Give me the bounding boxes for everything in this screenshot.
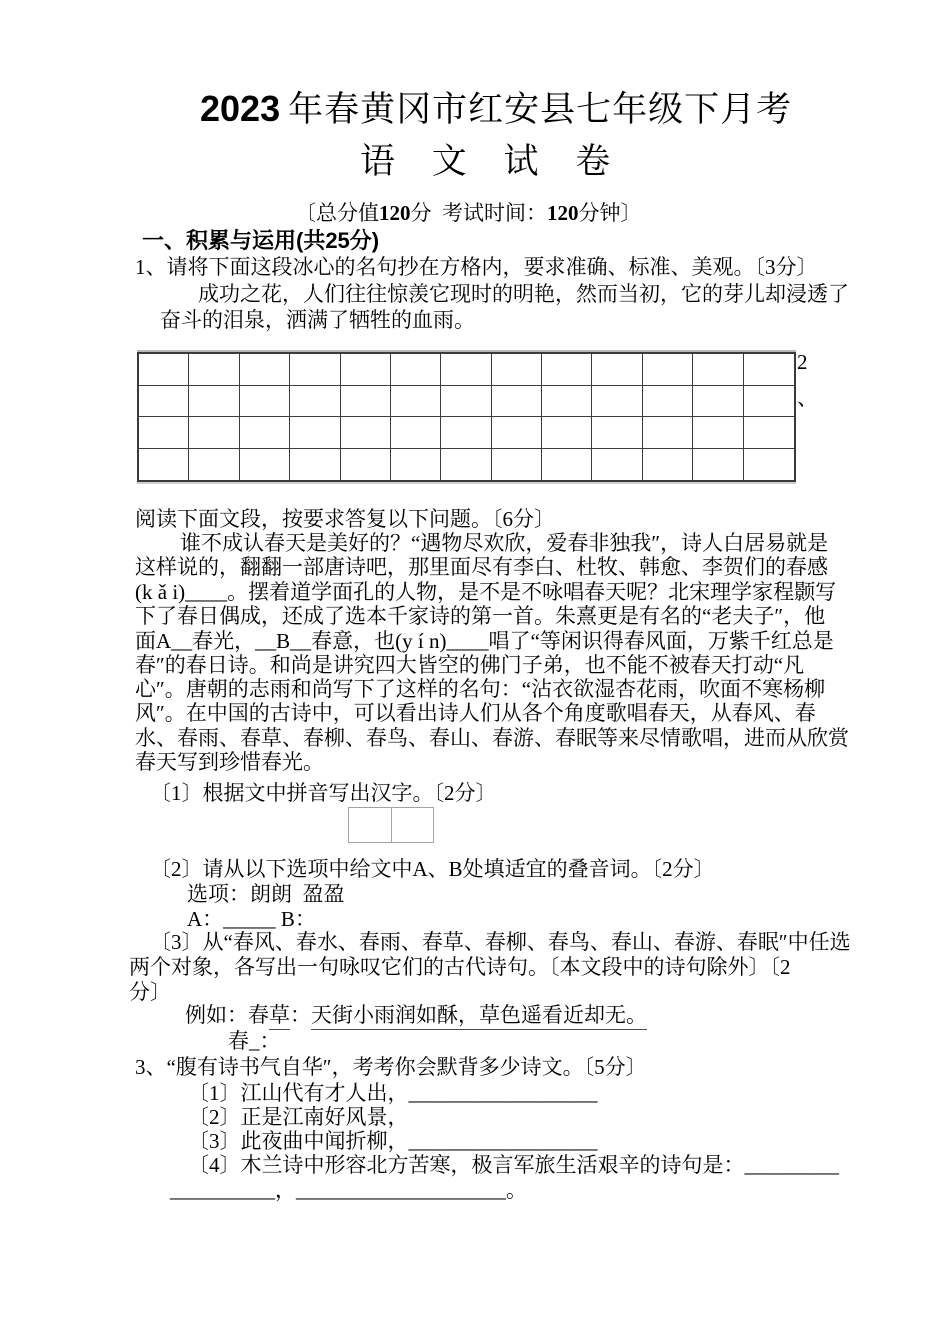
- exam-title-text: 年春黄冈市红安县七年级下月考: [288, 90, 793, 129]
- copy-grid-cell: [693, 417, 743, 449]
- q2-passage-line: 水、春雨、春草、春柳、春鸟、春山、春游、春眠等来尽情歌唱，进而从欣赏: [135, 726, 849, 750]
- q2-sub3-line2: 两个对象，各写出一句咏叹它们的古代诗句。〔本文段中的诗句除外〕〔2: [129, 955, 791, 979]
- copy-grid-cell: [441, 386, 491, 418]
- copy-grid-cell: [592, 354, 642, 386]
- copy-grid-cell: [240, 354, 290, 386]
- copy-grid-cell: [290, 354, 340, 386]
- copy-grid: [137, 352, 796, 482]
- q3-item-4-continuation: __________，____________________。: [170, 1178, 527, 1202]
- q2-number-mark: 、: [797, 386, 818, 410]
- copy-grid-cell: [139, 386, 189, 418]
- copy-grid-cell: [492, 449, 542, 481]
- q1-quote-line1: 成功之花，人们往往惊羡它现时的明艳，然而当初，它的芽儿却浸透了: [198, 282, 849, 306]
- copy-grid-cell: [391, 417, 441, 449]
- copy-grid-cell: [542, 417, 592, 449]
- q2-sub3-example-char: 草: [269, 1003, 290, 1030]
- copy-grid-cell: [290, 417, 340, 449]
- copy-grid-cell: [341, 386, 391, 418]
- q2-number: 2: [797, 350, 808, 374]
- q2-sub3-example-colon: ：: [290, 1003, 311, 1027]
- copy-grid-cell: [492, 386, 542, 418]
- copy-grid-cell: [139, 354, 189, 386]
- copy-grid-cell: [189, 449, 239, 481]
- q1-quote-line2: 奋斗的泪泉，洒满了牺牲的血雨。: [160, 308, 475, 332]
- q3-item-3: 〔3〕此夜曲中闻折柳，__________________: [188, 1129, 598, 1153]
- copy-grid-cell: [189, 354, 239, 386]
- q2-sub3-line3: 分〕: [129, 980, 171, 1004]
- q2-passage-line: 面A__春光，__B__春意，也(y í n)____唱了“等闲识得春风面，万紫千红总是: [135, 629, 834, 653]
- copy-grid-cell: [542, 354, 592, 386]
- copy-grid-cell: [744, 386, 794, 418]
- section-1-heading: 一、积累与运用(共25分): [142, 228, 380, 253]
- q3-item-1: 〔1〕江山代有才人出，__________________: [188, 1081, 598, 1105]
- pinyin-answer-box: [348, 807, 434, 843]
- copy-grid-cell: [592, 417, 642, 449]
- exam-info: [295, 197, 642, 227]
- q2-passage-line: 风″。在中国的古诗中，可以看出诗人们从各个角度歌唱春天，从春风、春: [135, 701, 816, 725]
- exam-info-post: 分钟〕: [578, 201, 642, 225]
- copy-grid-cell: [189, 386, 239, 418]
- exam-info-duration: 120: [547, 201, 579, 225]
- q2-sub1-label: 〔1〕根据文中拼音写出汉字。〔2分〕: [150, 781, 497, 805]
- copy-grid-cell: [592, 449, 642, 481]
- copy-grid-cell: [542, 386, 592, 418]
- copy-grid-cell: [693, 449, 743, 481]
- copy-grid-cell: [391, 449, 441, 481]
- copy-grid-cell: [492, 417, 542, 449]
- exam-subtitle: 语 文 试 卷: [360, 142, 625, 181]
- q2-sub2-label: 〔2〕请从以下选项中给文中A、B处填适宜的叠音词。〔2分〕: [150, 857, 715, 881]
- q2-passage-line: 谁不成认春天是美好的？“遇物尽欢欣，爱春非独我″，诗人白居易就是: [180, 531, 829, 555]
- q2-passage-line: (k ǎ i)____。摆着道学面孔的人物，是不是不咏唱春天呢？北宋理学家程颢写: [135, 580, 837, 604]
- q3-item-4: 〔4〕木兰诗中形容北方苦寒，极言军旅生活艰辛的诗句是：_________: [188, 1153, 839, 1177]
- copy-grid-cell: [592, 386, 642, 418]
- copy-grid-cell: [341, 417, 391, 449]
- exam-title: [200, 82, 792, 132]
- copy-grid-cell: [240, 449, 290, 481]
- copy-grid-cell: [693, 354, 743, 386]
- q3-prompt: 3、“腹有诗书气自华″，考考你会默背多少诗文。〔5分〕: [135, 1055, 647, 1079]
- copy-grid-cell: [391, 386, 441, 418]
- q2-passage-line: 春天写到珍惜春光。: [135, 750, 324, 774]
- q2-sub2-answer-line: A：_____ B：: [187, 907, 316, 931]
- copy-grid-cell: [391, 354, 441, 386]
- pinyin-answer-cell: [392, 807, 435, 843]
- q2-sub2-options: 选项：朗朗 盈盈: [187, 882, 345, 906]
- copy-grid-cell: [492, 354, 542, 386]
- copy-grid-cell: [240, 386, 290, 418]
- copy-grid-cell: [441, 449, 491, 481]
- copy-grid-cell: [744, 417, 794, 449]
- q3-item-2: 〔2〕正是江南好风景，: [188, 1105, 409, 1129]
- q2-sub3-line1: 〔3〕从“春风、春水、春雨、春草、春柳、春鸟、春山、春游、春眠″中任选: [150, 930, 851, 954]
- copy-grid-cell: [744, 449, 794, 481]
- copy-grid-cell: [441, 354, 491, 386]
- copy-grid-cell: [693, 386, 743, 418]
- copy-grid-cell: [643, 354, 693, 386]
- q2-passage-line: 这样说的，翻翻一部唐诗吧，那里面尽有李白、杜牧、韩愈、李贺们的春感: [135, 555, 828, 579]
- exam-info-total-score: 120: [379, 201, 411, 225]
- copy-grid-cell: [744, 354, 794, 386]
- q2-sub3-example-prefix: 例如：春: [185, 1003, 269, 1027]
- copy-grid-cell: [290, 386, 340, 418]
- q2-sub3-example-poem: 天街小雨润如酥，草色遥看近却无。: [311, 1003, 647, 1030]
- copy-grid-cell: [441, 417, 491, 449]
- q2-passage-line: 春″的春日诗。和尚是讲究四大皆空的佛门子弟，也不能不被春天打动“凡: [135, 653, 805, 677]
- q1-prompt: 1、请将下面这段冰心的名句抄在方格内，要求准确、标准、美观。〔3分〕: [135, 255, 818, 279]
- copy-grid-cell: [643, 449, 693, 481]
- q2-passage-line: 下了春日偶成，还成了选本千家诗的第一首。朱熹更是有名的“老夫子″，他: [135, 604, 826, 628]
- q2-passage-line: 心″。唐朝的志雨和尚写下了这样的名句：“沾衣欲湿杏花雨，吹面不寒杨柳: [135, 677, 826, 701]
- copy-grid-cell: [341, 354, 391, 386]
- copy-grid-cell: [290, 449, 340, 481]
- q2-sub3-answer-line: 春_：: [228, 1029, 281, 1053]
- copy-grid-cell: [139, 417, 189, 449]
- q2-intro: 阅读下面文段，按要求答复以下问题。〔6分〕: [135, 507, 555, 531]
- copy-grid-cell: [643, 386, 693, 418]
- copy-grid-cell: [643, 417, 693, 449]
- copy-grid-cell: [189, 417, 239, 449]
- exam-title-year: 2023: [200, 88, 281, 129]
- exam-info-mid: 分 考试时间：: [410, 201, 547, 225]
- copy-grid-cell: [139, 449, 189, 481]
- pinyin-answer-cell: [348, 807, 392, 843]
- copy-grid-cell: [341, 449, 391, 481]
- copy-grid-cell: [542, 449, 592, 481]
- exam-info-pre: 〔总分值: [295, 201, 379, 225]
- copy-grid-cell: [240, 417, 290, 449]
